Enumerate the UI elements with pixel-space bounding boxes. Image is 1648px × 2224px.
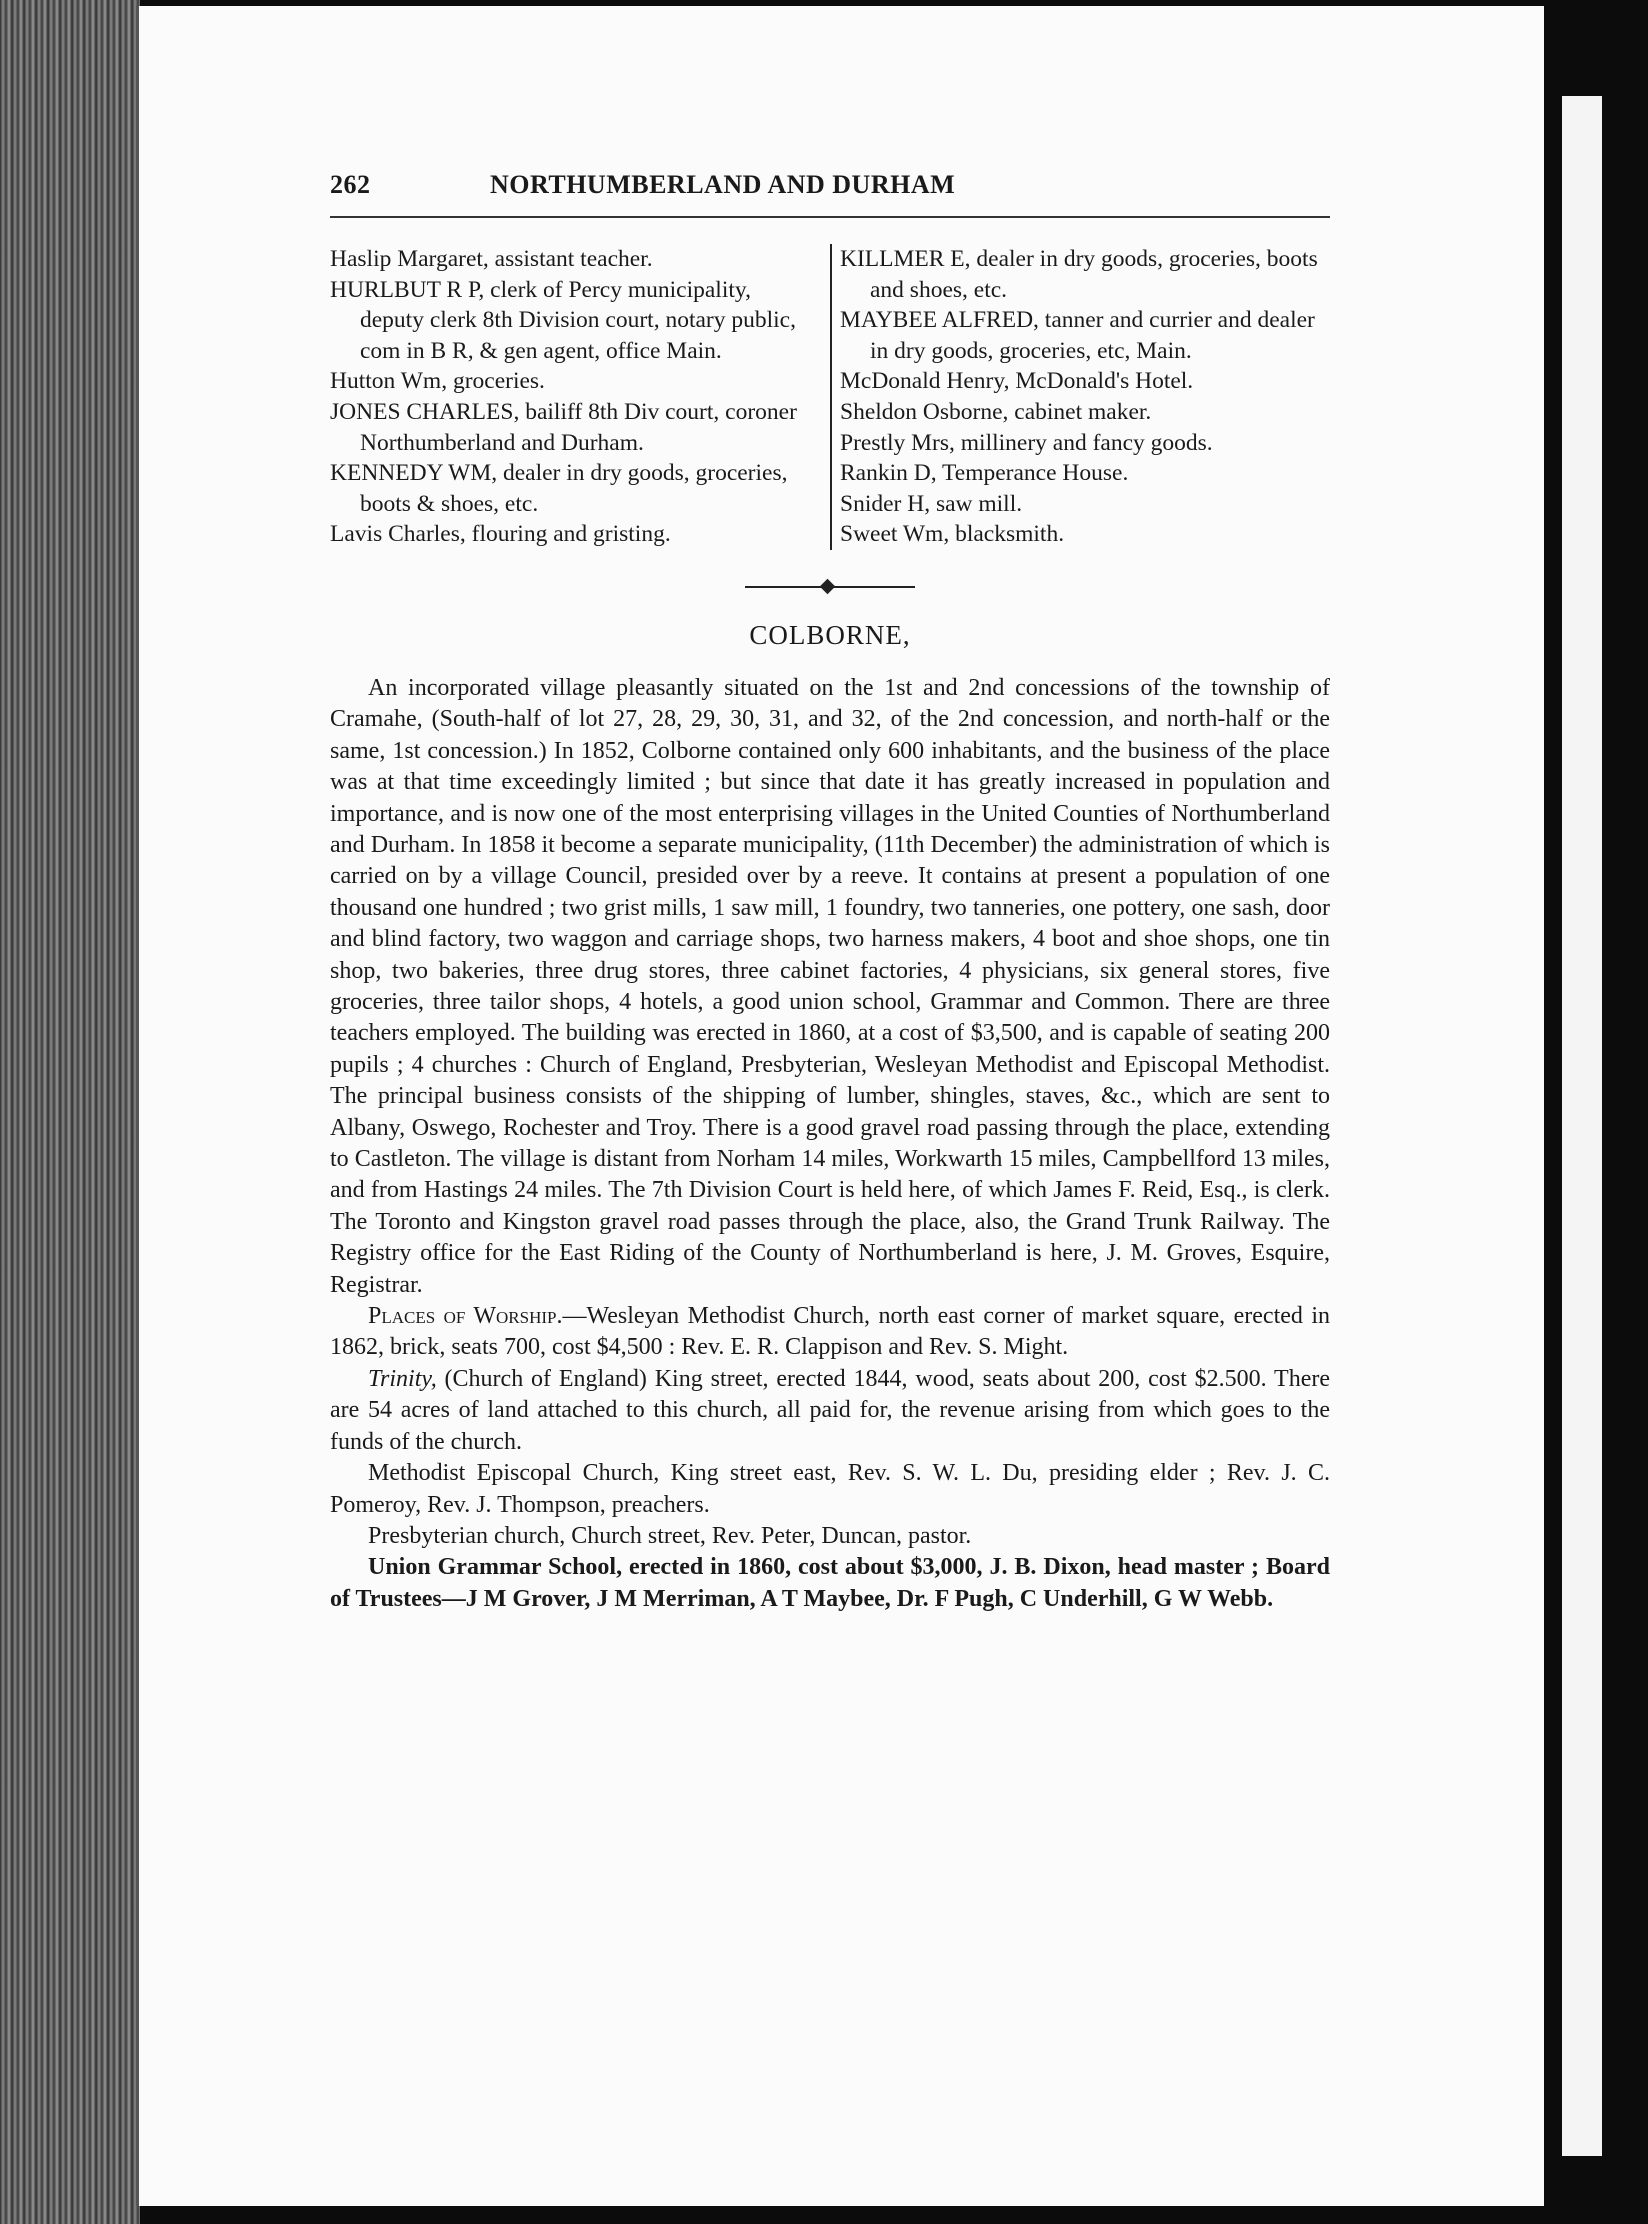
page-edges [0,0,140,2224]
directory-entry: KENNEDY WM, dealer in dry goods, groceries, boots & shoes, etc. [330,460,788,517]
directory-entry: KILLMER E, dealer in dry goods, groceries, boots and shoes, etc. [840,246,1318,303]
directory-entry: McDonald Henry, McDonald's Hotel. [840,368,1194,395]
directory-entry: Sweet Wm, blacksmith. [840,521,1065,548]
facing-page-edge [1562,96,1602,2156]
directory-right-column [830,244,1330,550]
page-number: 262 [330,170,371,199]
trinity-church [330,1364,1330,1458]
directory-listing [330,244,1330,550]
section-divider [745,580,915,594]
directory-left-column [330,244,830,550]
directory-entry: Hutton Wm, groceries. [330,368,545,395]
presbyterian-church: Presbyterian church, Church street, Rev. Peter, Duncan, pastor. [368,1522,972,1549]
running-head: NORTHUMBERLAND AND DURHAM [490,170,956,199]
directory-entry: Sheldon Osborne, cabinet maker. [840,398,1152,425]
directory-entry: HURLBUT R P, clerk of Percy municipality, deputy clerk 8th Division court, notary public, com in B R, & gen agent, office Main. [330,276,796,364]
union-grammar-school: Union Grammar School, erected in 1860, cost about $3,000, J. B. Dixon, head master ; Board of Trustees—J M Grover, J M Merriman, A T Maybee, Dr. F Pugh, C Underhill, G W Webb. [330,1554,1330,1612]
page-header [330,170,1330,218]
trinity-name: Trinity, [368,1365,437,1392]
village-description: An incorporated village pleasantly situated on the 1st and 2nd concessions of the township of Cramahe, (South-half of lot 27, 28, 29, 30, 31, and 32, of the 2nd concession, and north-half or the same, 1st concession.) In 1852, Colborne contained only 600 inhabitants, and the business of the place was at that time exceedingly limited ; but since that date it has greatly increased in population and importance, and is now one of the most enterprising villages in the United Counties of Northumberland and Durham. In 1858 it become a separate municipality, (11th December) the administration of which is carried on by a village Council, presided over by a reeve. It contains at present a population of one thousand one hundred ; two grist mills, 1 saw mill, 1 foundry, two tanneries, one pottery, one sash, door and blind factory, two waggon and carriage shops, two harness makers, 4 boot and shoe shops, one tin shop, two bakeries, three drug stores, three cabinet factories, 4 physicians, six general stores, five groceries, three tailor shops, 4 hotels, a good union school, Grammar and Common. There are three teachers employed. The building was erected in 1860, at a cost of $3,500, and is capable of seating 200 pupils ; 4 churches : Church of England, Presbyterian, Wesleyan Methodist and Episcopal Methodist. The principal business consists of the shipping of lumber, shingles, staves, &c., which are sent to Albany, Oswego, Rochester and Troy. There is a good gravel road passing through the place, extending to Castleton. The village is distant from Norham 14 miles, Workwarth 15 miles, Campbellford 13 miles, and from Hastings 24 miles. The 7th Division Court is held here, of which James F. Reid, Esq., is clerk. The Toronto and Kingston gravel road passes through the place, also, the Grand Trunk Railway. The Registry office for the East Riding of the County of Northumberland is here, J. M. Groves, Esquire, Registrar. [330,674,1330,1298]
methodist-episcopal-church: Methodist Episcopal Church, King street east, Rev. S. W. L. Du, presiding elder ; Rev. J. C. Pomeroy, Rev. J. Thompson, preachers. [330,1460,1330,1518]
diamond-ornament-icon [820,579,836,595]
directory-entry: MAYBEE ALFRED, tanner and currier and dealer in dry goods, groceries, etc, Main. [840,307,1315,364]
directory-entry: Rankin D, Temperance House. [840,460,1129,487]
worship-text: —Wesleyan Methodist Church, north east corner of market square, erected in 1862, brick, seats 700, cost $4,500 : Rev. E. R. Clappison and Rev. S. Might. [330,1303,1330,1361]
section-body [330,673,1330,1615]
directory-entry: Lavis Charles, flouring and gristing. [330,521,671,548]
directory-entry: Snider H, saw mill. [840,490,1023,517]
places-of-worship [330,1301,1330,1364]
directory-entry: Prestly Mrs, millinery and fancy goods. [840,429,1213,456]
page-content [330,170,1330,1615]
directory-entry: JONES CHARLES, bailiff 8th Div court, coroner Northumberland and Durham. [330,398,797,456]
section-title: COLBORNE, [749,619,911,650]
worship-label: Places of Worship. [368,1303,563,1330]
directory-entry: Haslip Margaret, assistant teacher. [330,246,653,272]
trinity-text: (Church of England) King street, erected 1844, wood, seats about 200, cost $2.500. There are 54 acres of land attached to this church, all paid for, the revenue arising from which goes to the funds of the church. [330,1365,1330,1455]
